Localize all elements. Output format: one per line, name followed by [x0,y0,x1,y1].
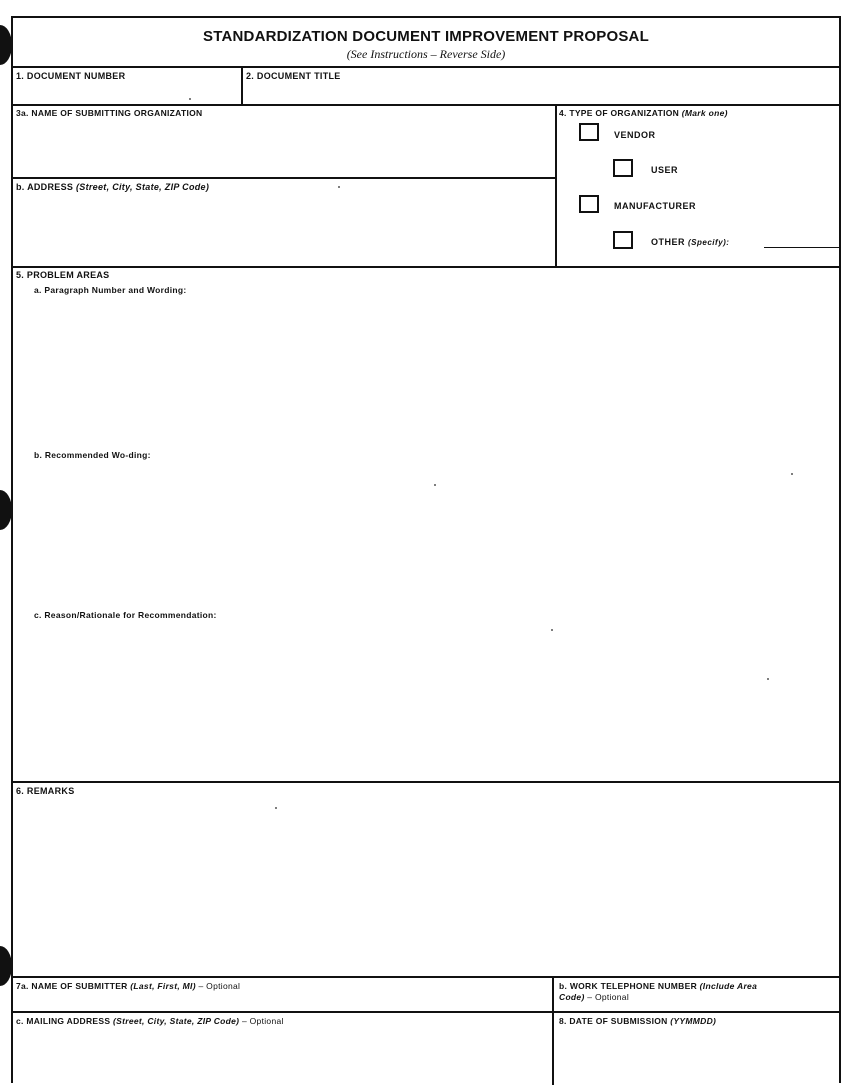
document-title-label: 2. DOCUMENT TITLE [246,71,341,81]
user-checkbox[interactable] [613,159,633,177]
address-label: b. ADDRESS (Street, City, State, ZIP Code) [16,182,210,192]
other-checkbox[interactable] [613,231,633,249]
problem-areas-label: 5. PROBLEM AREAS [16,270,110,280]
form-title: STANDARDIZATION DOCUMENT IMPROVEMENT PROPOSAL [203,28,649,45]
scan-speck [434,484,436,486]
organization-name-label: 3a. NAME OF SUBMITTING ORGANIZATION [16,108,203,118]
scan-speck [767,678,769,680]
rationale-field[interactable] [15,623,839,778]
scan-speck [551,629,553,631]
submission-date-label: 8. DATE OF SUBMISSION (YYMMDD) [559,1016,717,1026]
organization-name-field[interactable] [15,120,553,175]
submitter-name-label: 7a. NAME OF SUBMITTER (Last, First, MI) – Optional [16,981,241,991]
recommended-wording-field[interactable] [15,463,839,608]
organization-type-label: 4. TYPE OF ORGANIZATION (Mark one) [559,108,728,118]
document-number-label: 1. DOCUMENT NUMBER [16,71,126,81]
user-label: USER [651,165,679,175]
scan-speck [791,473,793,475]
remarks-label: 6. REMARKS [16,786,75,796]
rationale-label: c. Reason/Rationale for Recommendation: [34,610,217,620]
manufacturer-label: MANUFACTURER [614,201,696,211]
submission-date-field[interactable] [556,1028,839,1085]
document-number-field[interactable] [15,82,239,102]
other-specify-line[interactable] [764,247,841,248]
mailing-address-label: c. MAILING ADDRESS (Street, City, State, ZIP Code) – Optional [16,1016,284,1026]
mailing-address-field[interactable] [15,1028,550,1085]
improvement-proposal-form [11,16,841,1083]
scan-speck [189,98,191,100]
form-subtitle: (See Instructions – Reverse Side) [346,47,506,61]
submitter-name-field[interactable] [15,993,550,1009]
manufacturer-checkbox[interactable] [579,195,599,213]
work-telephone-label: b. WORK TELEPHONE NUMBER (Include Area Code) – Optional [559,981,758,1002]
document-title-field[interactable] [245,82,839,102]
address-field[interactable] [15,194,553,264]
other-label: OTHER (Specify): [651,237,730,247]
recommended-wording-label: b. Recommended Wo-ding: [34,450,151,460]
remarks-field[interactable] [15,798,839,974]
vendor-checkbox[interactable] [579,123,599,141]
scan-speck [338,186,340,188]
paragraph-wording-field[interactable] [15,298,839,446]
scan-speck [275,807,277,809]
paragraph-wording-label: a. Paragraph Number and Wording: [34,285,187,295]
vendor-label: VENDOR [614,130,656,140]
